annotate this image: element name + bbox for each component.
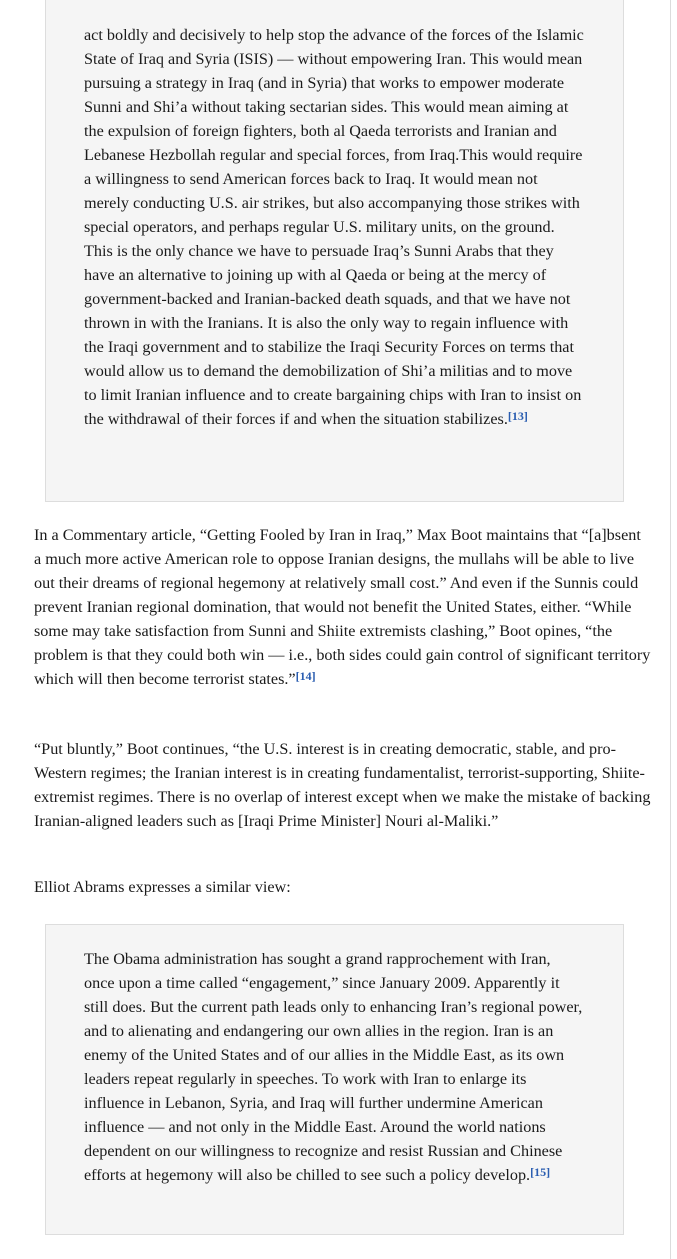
footnote-ref-13[interactable]: [13] — [507, 409, 528, 423]
blockquote-1-text — [84, 23, 585, 431]
paragraph-boot-commentary — [34, 523, 652, 691]
paragraph-boot-commentary-body: In a Commentary article, “Getting Fooled by Iran in Iraq,” Max Boot maintains that “[a]bsent a much more active American role to oppose Iranian designs, the mullahs will be able to live out their dreams of regional hegemony at relatively small cost.” And even if the Sunnis could prevent Iranian regional domination, that would not benefit the United States, either. “While some may take satisfaction from Sunni and Shiite extremists clashing,” Boot opines, “the problem is that they could both win — i.e., both sides could gain control of significant territory which will then become terrorist states.” — [34, 526, 651, 688]
blockquote-2-body: The Obama administration has sought a grand rapprochement with Iran, once upon a time called “engagement,” since January 2009. Apparently it still does. But the current path leads only to enhancing Iran’s regional power, and to alienating and endangering our own allies in the region. Iran is an enemy of the United States and of our allies in the Middle East, as its own leaders repeat regularly in speeches. To work with Iran to enlarge its influence in Lebanon, Syria, and Iraq will further undermine American influence — and not only in the Middle East. Around the world nations dependent on our willingness to recognize and resist Russian and Chinese efforts at hegemony will also be chilled to see such a policy develop. — [84, 950, 583, 1184]
page-right-border — [670, 0, 671, 1259]
paragraph-abrams-intro: Elliot Abrams expresses a similar view: — [34, 878, 291, 896]
footnote-ref-14[interactable]: [14] — [295, 669, 316, 683]
blockquote-1 — [45, 0, 624, 502]
footnote-ref-15[interactable]: [15] — [530, 1165, 551, 1179]
paragraph-boot-continues: “Put bluntly,” Boot continues, “the U.S. interest is in creating democratic, stable, and pro-Western regimes; the Iranian interest is in creating fundamentalist, terrorist-supporting, Shiite-extremist regimes. There is no overlap of interest except when we make the mistake of backing Iranian-aligned leaders such as [Iraqi Prime Minister] Nouri al-Maliki.” — [34, 740, 651, 830]
blockquote-2-text — [84, 947, 585, 1187]
blockquote-2 — [45, 924, 624, 1235]
blockquote-1-body: act boldly and decisively to help stop the advance of the forces of the Islamic State of Iraq and Syria (ISIS) — without empowering Iran. This would mean pursuing a strategy in Iraq (and in Syria) that works to empower moderate Sunni and Shi’a without taking sectarian sides. This would mean aiming at the expulsion of foreign fighters, both al Qaeda terrorists and Iranian and Lebanese Hezbollah regular and special forces, from Iraq.This would require a willingness to send American forces back to Iraq. It would mean not merely conducting U.S. air strikes, but also accompanying those strikes with special operators, and perhaps regular U.S. military units, on the ground. This is the only chance we have to persuade Iraq’s Sunni Arabs that they have an alternative to joining up with al Qaeda or being at the mercy of government-backed and Iranian-backed death squads, and that we have not thrown in with the Iranians. It is also the only way to regain influence with the Iraqi government and to stabilize the Iraqi Security Forces on terms that would allow us to demand the demobilization of Shi’a militias and to move to limit Iranian influence and to create bargaining chips with Iran to insist on the withdrawal of their forces if and when the situation stabilizes. — [84, 26, 584, 428]
